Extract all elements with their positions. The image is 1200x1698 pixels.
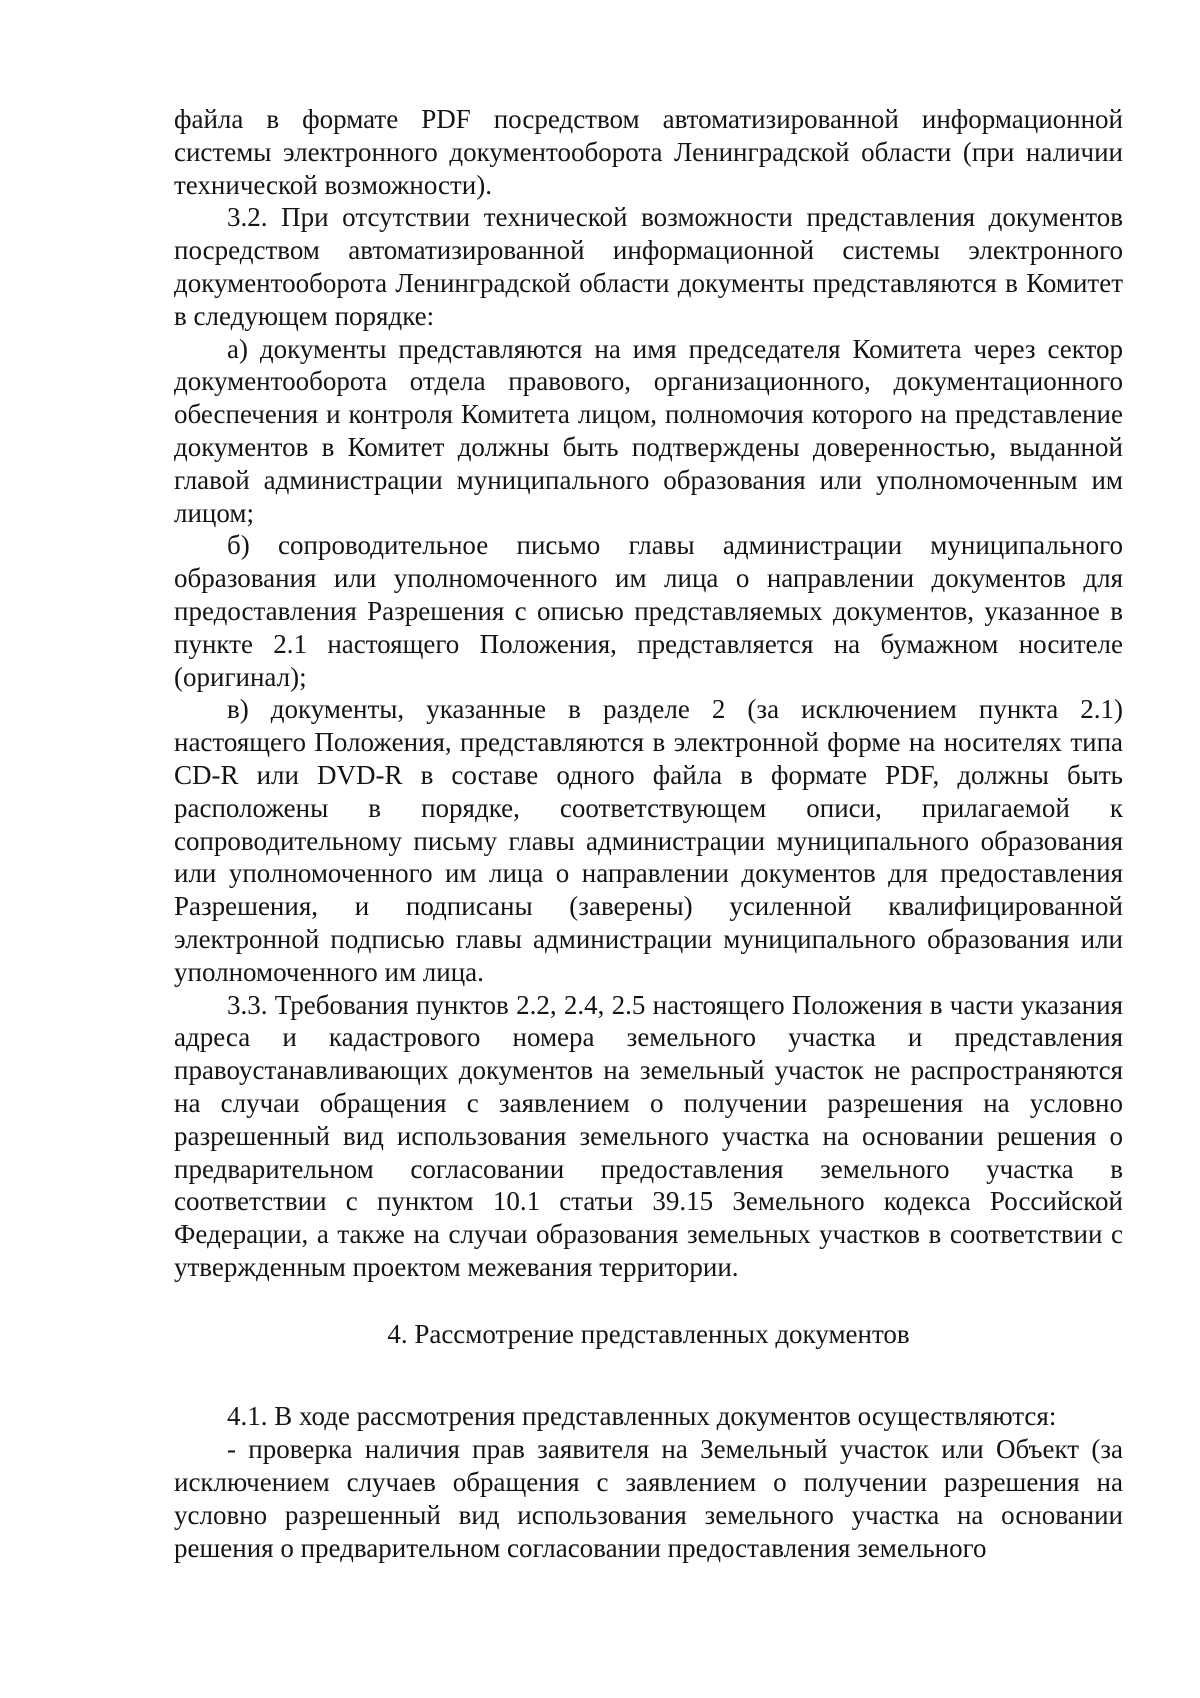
paragraph-continuation: файла в формате PDF посредством автоматизированной информационной системы электронного документооборота Ленинградской области (при наличии технической возможности). <box>174 104 1123 200</box>
paragraph-3-2: 3.2. При отсутствии технической возможности представления документов посредством автоматизированной информационной системы электронного документооборота Ленинградской области документы представляются в Комитет в следующем порядке: <box>174 202 1123 331</box>
paragraph-item-b: б) сопроводительное письмо главы администрации муниципального образования или уполномоченного им лица о направлении документов для предоставления Разрешения с описью представляемых документов, указанное в пункте 2.1 настоящего Положения, представляется на бумажном носителе (оригинал); <box>174 530 1123 692</box>
section-heading: 4. Рассмотрение представленных документов <box>387 1318 910 1349</box>
paragraph-4-1-item: - проверка наличия прав заявителя на Земельный участок или Объект (за исключением случаев обращения с заявлением о получении разрешения на условно разрешенный вид использования земельного участка на основании решения о предварительном согласовании предоставления земельного <box>174 1434 1123 1563</box>
paragraph-item-v: в) документы, указанные в разделе 2 (за исключением пункта 2.1) настоящего Положения, представляются в электронной форме на носителях типа CD-R или DVD-R в составе одного файла в формате PDF, должны быть расположены в порядке, соответствующем описи, прилагаемой к сопроводительному письму главы администрации муниципального образования или уполномоченного им лица о направлении документов для предоставления Разрешения, и подписаны (заверены) усиленной квалифицированной электронной подписью главы администрации муниципального образования или уполномоченного им лица. <box>174 694 1123 987</box>
paragraph-item-a: а) документы представляются на имя председателя Комитета через сектор документооборота отдела правового, организационного, документационного обеспечения и контроля Комитета лицом, полномочия которого на представление документов в Комитет должны быть подтверждены доверенностью, выданной главой администрации муниципального образования или уполномоченным им лицом; <box>174 333 1123 528</box>
paragraph-3-3: 3.3. Требования пунктов 2.2, 2.4, 2.5 настоящего Положения в части указания адреса и кадастрового номера земельного участка и представления правоустанавливающих документов на земельный участок не распространяются на случаи обращения с заявлением о получении разрешения на условно разрешенный вид использования земельного участка на основании решения о предварительном согласовании предоставления земельного участка в соответствии с пунктом 10.1 статьи 39.15 Земельного кодекса Российской Федерации, а также на случаи образования земельных участков в соответствии с утвержденным проектом межевания территории. <box>174 989 1123 1282</box>
paragraph-4-1: 4.1. В ходе рассмотрения представленных документов осуществляются: <box>227 1401 1057 1432</box>
document-body <box>174 103 1123 1564</box>
